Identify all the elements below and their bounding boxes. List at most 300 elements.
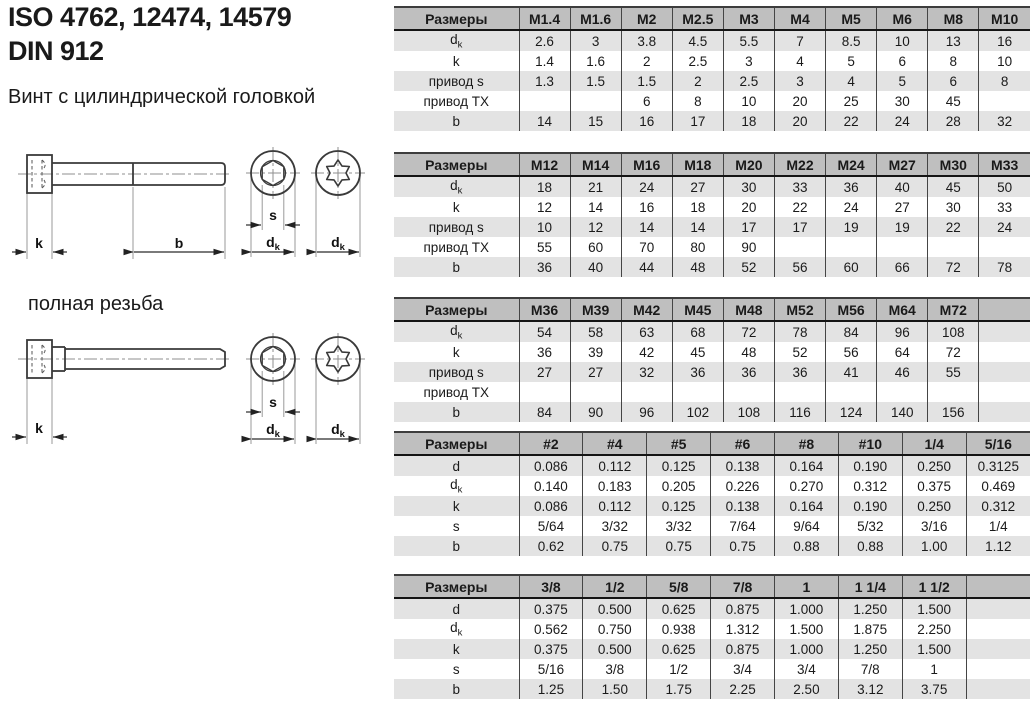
table-row bbox=[394, 321, 1030, 342]
value-cell bbox=[877, 382, 928, 402]
value-cell: 27 bbox=[877, 197, 928, 217]
sizes-header-label: Размеры bbox=[394, 153, 519, 176]
size-column-header: 1 1/2 bbox=[902, 575, 966, 598]
size-column-header bbox=[966, 575, 1030, 598]
value-cell: 0.086 bbox=[519, 455, 583, 476]
value-cell bbox=[979, 237, 1030, 257]
dimension-table bbox=[394, 297, 1030, 422]
page-title-din: DIN 912 bbox=[8, 36, 104, 66]
value-cell: 2.25 bbox=[711, 679, 775, 699]
value-cell: 14 bbox=[519, 111, 570, 131]
value-cell: 1.250 bbox=[838, 639, 902, 659]
value-cell: 20 bbox=[723, 197, 774, 217]
value-cell: 0.112 bbox=[583, 496, 647, 516]
dimension-label-dk: $d_k$ bbox=[266, 421, 280, 440]
size-column-header: M30 bbox=[928, 153, 979, 176]
row-label: $d_k$ bbox=[450, 476, 463, 496]
size-column-header: M2.5 bbox=[672, 7, 723, 30]
size-column-header: M45 bbox=[672, 298, 723, 321]
size-column-header: 5/16 bbox=[966, 432, 1030, 455]
value-cell: 30 bbox=[877, 91, 928, 111]
row-label: k bbox=[452, 53, 460, 69]
value-cell: 22 bbox=[826, 111, 877, 131]
size-column-header: M1.6 bbox=[570, 7, 621, 30]
value-cell: 39 bbox=[570, 342, 621, 362]
value-cell: 10 bbox=[877, 30, 928, 51]
row-label: b bbox=[452, 259, 460, 275]
value-cell: 5.5 bbox=[723, 30, 774, 51]
value-cell: 10 bbox=[979, 51, 1030, 71]
value-cell: 1 bbox=[902, 659, 966, 679]
value-cell: 52 bbox=[723, 257, 774, 277]
value-cell: 3/4 bbox=[711, 659, 775, 679]
row-label: k bbox=[452, 498, 460, 514]
value-cell: 8 bbox=[928, 51, 979, 71]
value-cell: 20 bbox=[774, 111, 825, 131]
value-cell: 1.5 bbox=[570, 71, 621, 91]
size-column-header: M33 bbox=[979, 153, 1030, 176]
value-cell: 58 bbox=[570, 321, 621, 342]
size-column-header: #6 bbox=[711, 432, 775, 455]
size-column-header: M2 bbox=[621, 7, 672, 30]
value-cell: 25 bbox=[826, 91, 877, 111]
value-cell: 42 bbox=[621, 342, 672, 362]
dimension-lines bbox=[12, 412, 359, 439]
size-column-header: M27 bbox=[877, 153, 928, 176]
row-label: s bbox=[452, 661, 460, 677]
value-cell bbox=[979, 382, 1030, 402]
value-cell: 0.88 bbox=[775, 536, 839, 556]
row-label: $d_k$ bbox=[450, 177, 463, 197]
table-row bbox=[394, 51, 1030, 71]
value-cell: 5/32 bbox=[838, 516, 902, 536]
size-column-header: M18 bbox=[672, 153, 723, 176]
value-cell: 0.140 bbox=[519, 476, 583, 496]
size-column-header: M36 bbox=[519, 298, 570, 321]
value-cell: 33 bbox=[774, 176, 825, 197]
value-cell: 27 bbox=[672, 176, 723, 197]
value-cell: 90 bbox=[723, 237, 774, 257]
value-cell: 8 bbox=[672, 91, 723, 111]
row-label: k bbox=[452, 641, 460, 657]
value-cell: 1.4 bbox=[519, 51, 570, 71]
value-cell: 72 bbox=[928, 257, 979, 277]
value-cell: 7 bbox=[774, 30, 825, 51]
value-cell: 24 bbox=[979, 217, 1030, 237]
table-row bbox=[394, 476, 1030, 496]
value-cell: 1.500 bbox=[902, 598, 966, 619]
value-cell: 4 bbox=[826, 71, 877, 91]
value-cell: 1.6 bbox=[570, 51, 621, 71]
value-cell: 1.3 bbox=[519, 71, 570, 91]
value-cell: 48 bbox=[672, 257, 723, 277]
row-label: $d_k$ bbox=[450, 322, 463, 342]
table-row bbox=[394, 111, 1030, 131]
value-cell: 80 bbox=[672, 237, 723, 257]
value-cell: 102 bbox=[672, 402, 723, 422]
value-cell: 1.500 bbox=[775, 619, 839, 639]
row-label: d bbox=[452, 458, 460, 474]
value-cell: 8.5 bbox=[826, 30, 877, 51]
value-cell: 16 bbox=[621, 111, 672, 131]
value-cell: 24 bbox=[826, 197, 877, 217]
dimension-label-k: k bbox=[35, 420, 43, 436]
size-column-header: M16 bbox=[621, 153, 672, 176]
value-cell: 3/32 bbox=[647, 516, 711, 536]
size-column-header: M12 bbox=[519, 153, 570, 176]
size-column-header: M48 bbox=[723, 298, 774, 321]
value-cell bbox=[519, 91, 570, 111]
drawing-partial-thread-screw bbox=[6, 146, 386, 274]
value-cell: 41 bbox=[826, 362, 877, 382]
value-cell: 6 bbox=[877, 51, 928, 71]
table-inch-no2-5_16 bbox=[394, 431, 1034, 556]
size-column-header: M6 bbox=[877, 7, 928, 30]
value-cell: 22 bbox=[774, 197, 825, 217]
value-cell: 36 bbox=[519, 342, 570, 362]
value-cell: 20 bbox=[774, 91, 825, 111]
size-column-header: M4 bbox=[774, 7, 825, 30]
value-cell: 16 bbox=[979, 30, 1030, 51]
size-column-header: 7/8 bbox=[711, 575, 775, 598]
value-cell: 1.250 bbox=[838, 598, 902, 619]
value-cell: 0.312 bbox=[838, 476, 902, 496]
value-cell: 0.190 bbox=[838, 496, 902, 516]
value-cell bbox=[966, 659, 1030, 679]
table-row bbox=[394, 496, 1030, 516]
row-label: b bbox=[452, 538, 460, 554]
value-cell: 27 bbox=[519, 362, 570, 382]
size-column-header: 1/2 bbox=[583, 575, 647, 598]
value-cell bbox=[928, 237, 979, 257]
value-cell bbox=[966, 679, 1030, 699]
value-cell: 45 bbox=[672, 342, 723, 362]
value-cell: 12 bbox=[570, 217, 621, 237]
value-cell bbox=[979, 362, 1030, 382]
value-cell: 2 bbox=[672, 71, 723, 91]
value-cell: 84 bbox=[826, 321, 877, 342]
value-cell: 24 bbox=[877, 111, 928, 131]
value-cell: 14 bbox=[621, 217, 672, 237]
size-column-header: M72 bbox=[928, 298, 979, 321]
value-cell: 1.5 bbox=[621, 71, 672, 91]
value-cell: 1.875 bbox=[838, 619, 902, 639]
size-column-header: M52 bbox=[774, 298, 825, 321]
full-thread-label: полная резьба bbox=[28, 293, 164, 315]
table-row bbox=[394, 598, 1030, 619]
size-column-header: M14 bbox=[570, 153, 621, 176]
value-cell bbox=[966, 619, 1030, 639]
value-cell: 0.164 bbox=[775, 455, 839, 476]
value-cell: 0.938 bbox=[647, 619, 711, 639]
value-cell: 0.250 bbox=[902, 455, 966, 476]
value-cell: 96 bbox=[877, 321, 928, 342]
value-cell: 0.625 bbox=[647, 639, 711, 659]
value-cell bbox=[877, 237, 928, 257]
value-cell bbox=[774, 237, 825, 257]
value-cell: 68 bbox=[672, 321, 723, 342]
table-row bbox=[394, 197, 1030, 217]
value-cell: 0.875 bbox=[711, 639, 775, 659]
value-cell: 0.190 bbox=[838, 455, 902, 476]
value-cell: 3.75 bbox=[902, 679, 966, 699]
value-cell: 30 bbox=[928, 197, 979, 217]
sizes-header-label: Размеры bbox=[394, 432, 519, 455]
row-label: $d_k$ bbox=[450, 31, 463, 51]
value-cell: 1/2 bbox=[647, 659, 711, 679]
table-row bbox=[394, 516, 1030, 536]
value-cell: 0.138 bbox=[711, 455, 775, 476]
value-cell: 60 bbox=[826, 257, 877, 277]
size-column-header: 1 1/4 bbox=[838, 575, 902, 598]
value-cell: 2.6 bbox=[519, 30, 570, 51]
value-cell: 45 bbox=[928, 91, 979, 111]
value-cell: 0.125 bbox=[647, 455, 711, 476]
value-cell: 19 bbox=[826, 217, 877, 237]
value-cell bbox=[928, 382, 979, 402]
value-cell: 0.75 bbox=[647, 536, 711, 556]
value-cell: 14 bbox=[570, 197, 621, 217]
table-row bbox=[394, 679, 1030, 699]
value-cell: 78 bbox=[979, 257, 1030, 277]
size-column-header: 1 bbox=[775, 575, 839, 598]
value-cell: 54 bbox=[519, 321, 570, 342]
value-cell: 2 bbox=[621, 51, 672, 71]
value-cell: 1.000 bbox=[775, 639, 839, 659]
value-cell: 3.12 bbox=[838, 679, 902, 699]
value-cell bbox=[774, 382, 825, 402]
table-row bbox=[394, 217, 1030, 237]
value-cell: 156 bbox=[928, 402, 979, 422]
value-cell: 3/16 bbox=[902, 516, 966, 536]
value-cell: 2.250 bbox=[902, 619, 966, 639]
value-cell: 108 bbox=[723, 402, 774, 422]
size-column-header: 5/8 bbox=[647, 575, 711, 598]
value-cell: 36 bbox=[774, 362, 825, 382]
value-cell: 140 bbox=[877, 402, 928, 422]
value-cell: 84 bbox=[519, 402, 570, 422]
value-cell: 7/8 bbox=[838, 659, 902, 679]
value-cell: 0.375 bbox=[902, 476, 966, 496]
value-cell: 8 bbox=[979, 71, 1030, 91]
dimension-lines bbox=[12, 225, 359, 252]
value-cell: 1.25 bbox=[519, 679, 583, 699]
size-column-header: M64 bbox=[877, 298, 928, 321]
value-cell: 63 bbox=[621, 321, 672, 342]
size-column-header: M10 bbox=[979, 7, 1030, 30]
value-cell: 3/4 bbox=[775, 659, 839, 679]
value-cell: 5/64 bbox=[519, 516, 583, 536]
value-cell: 66 bbox=[877, 257, 928, 277]
value-cell: 0.500 bbox=[583, 639, 647, 659]
value-cell bbox=[966, 598, 1030, 619]
value-cell bbox=[979, 402, 1030, 422]
extension-lines bbox=[27, 176, 360, 259]
sizes-header-label: Размеры bbox=[394, 7, 519, 30]
value-cell: 30 bbox=[723, 176, 774, 197]
size-column-header: M56 bbox=[826, 298, 877, 321]
size-column-header: #4 bbox=[583, 432, 647, 455]
value-cell: 108 bbox=[928, 321, 979, 342]
dimension-label-dk: $d_k$ bbox=[266, 234, 280, 253]
table-row bbox=[394, 342, 1030, 362]
value-cell: 3/32 bbox=[583, 516, 647, 536]
value-cell: 19 bbox=[877, 217, 928, 237]
value-cell: 0.375 bbox=[519, 598, 583, 619]
value-cell: 0.205 bbox=[647, 476, 711, 496]
value-cell: 44 bbox=[621, 257, 672, 277]
value-cell: 0.112 bbox=[583, 455, 647, 476]
dimension-label-dk: $d_k$ bbox=[331, 234, 345, 253]
dimension-table bbox=[394, 6, 1030, 131]
value-cell: 14 bbox=[672, 217, 723, 237]
value-cell: 7/64 bbox=[711, 516, 775, 536]
row-label: привод s bbox=[428, 364, 484, 380]
row-label: b bbox=[452, 681, 460, 697]
value-cell: 0.3125 bbox=[966, 455, 1030, 476]
value-cell: 1.50 bbox=[583, 679, 647, 699]
value-cell: 17 bbox=[774, 217, 825, 237]
row-label: привод TX bbox=[423, 93, 489, 109]
size-column-header: M22 bbox=[774, 153, 825, 176]
dimension-label-dk: $d_k$ bbox=[331, 421, 345, 440]
value-cell: 5/16 bbox=[519, 659, 583, 679]
row-label: привод TX bbox=[423, 239, 489, 255]
value-cell: 2.5 bbox=[672, 51, 723, 71]
value-cell: 96 bbox=[621, 402, 672, 422]
value-cell: 13 bbox=[928, 30, 979, 51]
value-cell: 1.500 bbox=[902, 639, 966, 659]
table-row bbox=[394, 455, 1030, 476]
value-cell: 0.88 bbox=[838, 536, 902, 556]
value-cell: 5 bbox=[877, 71, 928, 91]
value-cell: 2.5 bbox=[723, 71, 774, 91]
size-column-header: 3/8 bbox=[519, 575, 583, 598]
value-cell: 16 bbox=[621, 197, 672, 217]
size-column-header: 1/4 bbox=[902, 432, 966, 455]
value-cell: 72 bbox=[723, 321, 774, 342]
value-cell: 116 bbox=[774, 402, 825, 422]
value-cell: 10 bbox=[519, 217, 570, 237]
value-cell: 4.5 bbox=[672, 30, 723, 51]
dimension-table bbox=[394, 431, 1030, 556]
value-cell: 36 bbox=[672, 362, 723, 382]
value-cell bbox=[979, 342, 1030, 362]
value-cell bbox=[826, 237, 877, 257]
size-column-header: #5 bbox=[647, 432, 711, 455]
dimension-label-s: s bbox=[269, 394, 277, 410]
table-row bbox=[394, 176, 1030, 197]
value-cell: 1.312 bbox=[711, 619, 775, 639]
row-label: s bbox=[452, 518, 460, 534]
row-label: d bbox=[452, 601, 460, 617]
value-cell: 0.75 bbox=[583, 536, 647, 556]
value-cell: 3 bbox=[570, 30, 621, 51]
table-row bbox=[394, 536, 1030, 556]
value-cell: 0.750 bbox=[583, 619, 647, 639]
size-column-header: M1.4 bbox=[519, 7, 570, 30]
dimension-label-b: b bbox=[174, 235, 184, 251]
value-cell: 0.250 bbox=[902, 496, 966, 516]
value-cell: 10 bbox=[723, 91, 774, 111]
value-cell: 0.875 bbox=[711, 598, 775, 619]
row-label: привод TX bbox=[423, 384, 489, 400]
value-cell bbox=[672, 382, 723, 402]
value-cell bbox=[519, 382, 570, 402]
value-cell: 40 bbox=[877, 176, 928, 197]
value-cell: 15 bbox=[570, 111, 621, 131]
value-cell: 45 bbox=[928, 176, 979, 197]
value-cell: 1.00 bbox=[902, 536, 966, 556]
value-cell: 1.12 bbox=[966, 536, 1030, 556]
table-row bbox=[394, 91, 1030, 111]
value-cell: 64 bbox=[877, 342, 928, 362]
page-title-iso: ISO 4762, 12474, 14579 bbox=[8, 2, 292, 32]
value-cell bbox=[979, 91, 1030, 111]
value-cell: 70 bbox=[621, 237, 672, 257]
table-row bbox=[394, 30, 1030, 51]
row-label: привод s bbox=[428, 219, 484, 235]
value-cell: 36 bbox=[723, 362, 774, 382]
table-row bbox=[394, 71, 1030, 91]
size-column-header: M24 bbox=[826, 153, 877, 176]
extension-lines bbox=[27, 362, 360, 444]
size-column-header: M3 bbox=[723, 7, 774, 30]
row-label: $d_k$ bbox=[450, 619, 463, 639]
table-row bbox=[394, 659, 1030, 679]
value-cell bbox=[621, 382, 672, 402]
value-cell: 55 bbox=[928, 362, 979, 382]
value-cell bbox=[966, 639, 1030, 659]
centerlines bbox=[18, 333, 365, 385]
size-column-header: #2 bbox=[519, 432, 583, 455]
value-cell: 3 bbox=[723, 51, 774, 71]
value-cell: 3.8 bbox=[621, 30, 672, 51]
table-metric-m36-m72 bbox=[394, 297, 1034, 422]
value-cell: 1.000 bbox=[775, 598, 839, 619]
row-label: привод s bbox=[428, 73, 484, 89]
value-cell: 18 bbox=[519, 176, 570, 197]
value-cell: 56 bbox=[826, 342, 877, 362]
row-label: k bbox=[452, 344, 460, 360]
value-cell: 0.469 bbox=[966, 476, 1030, 496]
value-cell: 46 bbox=[877, 362, 928, 382]
value-cell: 1.75 bbox=[647, 679, 711, 699]
drawing-full-thread-screw bbox=[6, 328, 386, 453]
table-row bbox=[394, 257, 1030, 277]
value-cell: 0.62 bbox=[519, 536, 583, 556]
value-cell: 22 bbox=[928, 217, 979, 237]
value-cell: 17 bbox=[672, 111, 723, 131]
value-cell: 32 bbox=[621, 362, 672, 382]
table-row bbox=[394, 237, 1030, 257]
value-cell: 6 bbox=[928, 71, 979, 91]
table-row bbox=[394, 362, 1030, 382]
value-cell: 40 bbox=[570, 257, 621, 277]
dimension-table bbox=[394, 574, 1030, 699]
size-column-header bbox=[979, 298, 1030, 321]
table-inch-3_8-1_1_2 bbox=[394, 574, 1034, 699]
table-metric-m1_4-m10 bbox=[394, 6, 1034, 131]
value-cell: 52 bbox=[774, 342, 825, 362]
table-row bbox=[394, 382, 1030, 402]
value-cell: 6 bbox=[621, 91, 672, 111]
value-cell: 0.375 bbox=[519, 639, 583, 659]
value-cell: 0.500 bbox=[583, 598, 647, 619]
value-cell: 28 bbox=[928, 111, 979, 131]
table-metric-m12-m33 bbox=[394, 152, 1034, 277]
value-cell: 0.562 bbox=[519, 619, 583, 639]
